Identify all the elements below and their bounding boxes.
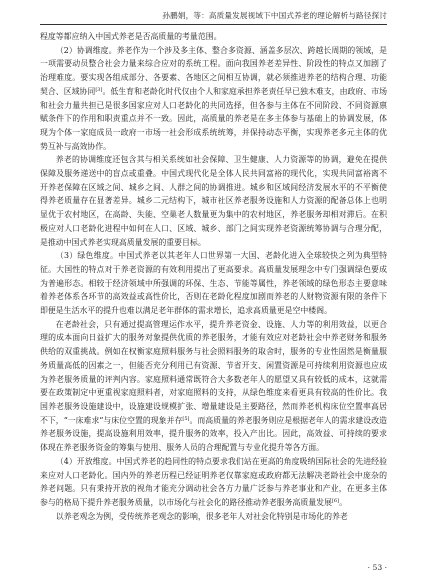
paragraph-elderly-concepts: 以养老观念为例，受传统养老观念的影响，很多老年人对社会化特别是市场化的养老 <box>55 511 348 521</box>
header-rule <box>40 24 387 25</box>
citation-ref: [5] <box>182 415 190 422</box>
running-header: 孙鹏娟，等：高质量发展视域下中国式养老的理论解析与路径探讨 <box>162 11 387 20</box>
paragraph-coordination-dimension: （2）协调维度。养老作为一个涉及多主体、整合多资源、涵盖多层次、跨越长周期的领域，是一项需要动员整合社会力量来综合应对的系统工程。面向我国养老差异性、阶段性的特点又加剧了治理难度。要实现各组成部分、各要素、各地区之间相互协调，就必须推进养老的结构合理、功能契合、区域协同[3]。低生育和老龄化时代仅由个人和家庭承担养老责任早已独木难支，由政府、市场和社会力量共担已是很多国家应对人口老龄化的共同选择，但各参与主体在不同阶段、不同资源禀赋条件下的作用和职责重点并不一致。因此，高质量的养老是在多主体参与基础上的协调发展，体现为个体一家庭成员一政府一市场一社会形成系统统筹，并保持动态平衡，实现养老多元主体的优势互补与高效协作。 <box>40 45 387 151</box>
paragraph-green-efficiency: 在老龄社会，只有通过提高管理运作水平，提升养老资金、设施、人力等的利用效益，以更合理的成本面向日益扩大的服务对象提供优质的养老服务，才能有效应对老龄社会中养老财务和服务供给的双重挑战。例如在权衡家庭照料服务与社会照料服务的取舍时，服务的专业性固然是衡量服务质量高低的因素之一，但能否充分利用已有资源、节省开支、闲置资源是可持续利用资源也应成为养老服务质量的评判内容。家庭照料通常既符合大多数老年人的愿望又具有较低的成本，这就需要在政策制定中更重视家庭照料者，对家庭照料的支持，从绿色维度来看更具有较高的性价比。我国养老服务设施建设中，设施建设规模扩张、增量建设是主要路径，然而养老机构床位空置率高居不下，“一床难求”与床位空置的现象并存[5]。而高质量的养老服务则应是根据老年人的需求建设改造养老服务设施，提高设施利用效率，提升服务的效率，投入产出比。因此，高效益、可持续的要求体现在养老服务资金的筹集与使用、服务人员的合理配置与专业化提升等各方面。 <box>40 319 387 453</box>
paragraph-open-dimension: （4）开放维度。中国式养老的趋同性的特点要求我们站在更高的角度吸纳国际社会的先进经验来应对人口老龄化。国内外的养老历程已经证明养老仅靠家庭或政府都无法解决老龄社会中庞杂的养老问题。只有秉持开放的视角才能充分调动社会各方力量广泛参与养老事业和产业，在更多主体参与的格局下提升养老服务质量，以市场化与社会化的路径推动养老服务高质量发展[6]。 <box>40 456 387 507</box>
citation-ref: [6] <box>331 497 340 504</box>
body-text <box>40 30 387 523</box>
page-number: · 53 · <box>367 563 387 572</box>
citation-ref: [3] <box>95 86 103 93</box>
paragraph-continuation: 程度等都应纳入中国式养老是否高质量的考量范围。 <box>40 32 222 41</box>
paragraph-coordination-systems: 养老的协调维度还包含其与相关系统如社会保障、卫生健康、人力资源等的协调，避免在提供保障及服务递送中的盲点或重叠。中国式现代化是全体人民共同富裕的现代化，实现共同富裕离不开养老保障在区域之间、城乡之间、人群之间的协调推进。城乡和区域间经济发展水平的不平衡使得养老质量存在显著差异。城乡二元结构下，城市社区养老服务设施和人力资源的配备总体上也明显优于农村地区，在高龄、失能、空巢老人数量更为集中的农村地区，养老服务却相对滞后。在积极应对人口老龄化进程中如何在人口、区域、城乡、部门之间实现养老资源统筹协调与合理分配，是推动中国式养老实现高质量发展的重要目标。 <box>40 155 387 247</box>
paragraph-green-dimension: （3）绿色维度。中国式养老以其老年人口世界第一大国、老龄化进入全球较快之列为典型特征。大国性的特点对于养老资源的有效利用提出了更高要求。高质量发展理念中专门强调绿色要成为普遍形态。相较于经济领域中所强调的环保、生态、节能等属性，养老领域的绿色形态主要意味着养老体系各环节的高效益或高性价比，否则在老龄化程度加剧而养老的人财物资源有限的条件下即便是生活水平的提升也难以满足老年群体的需求增长，追求高质量更是空中楼阁。 <box>40 251 387 316</box>
